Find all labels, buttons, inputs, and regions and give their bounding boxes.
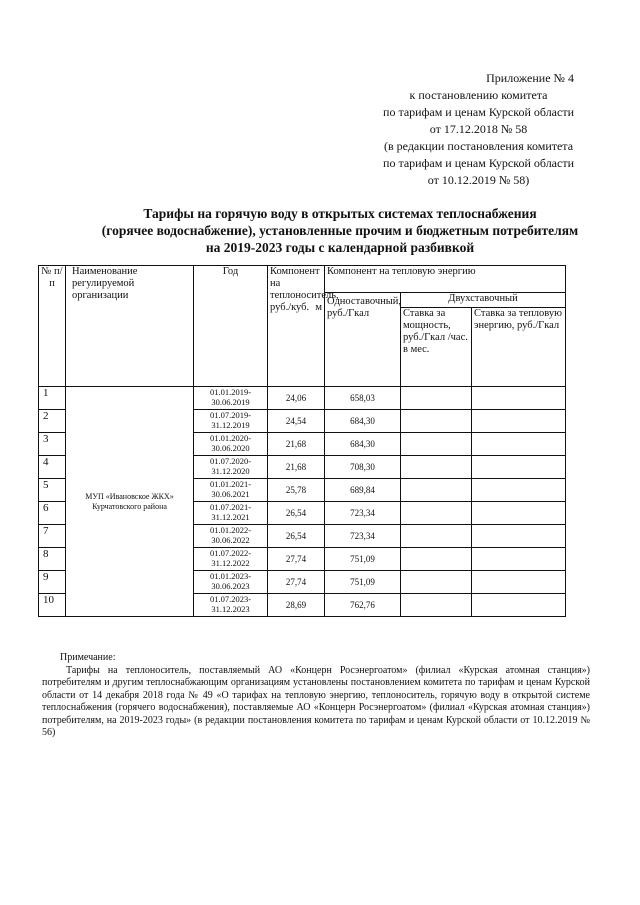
row-single-rate-value: 684,30 bbox=[325, 433, 401, 456]
appendix-header bbox=[383, 70, 574, 189]
row-carrier-value: 25,78 bbox=[268, 479, 325, 502]
row-carrier-value: 26,54 bbox=[268, 525, 325, 548]
row-capacity-rate-value bbox=[401, 410, 472, 433]
row-carrier-value: 24,54 bbox=[268, 410, 325, 433]
row-single-rate-value: 689,84 bbox=[325, 479, 401, 502]
title-line-1: Тарифы на горячую воду в открытых системах теплоснабжения bbox=[143, 206, 537, 221]
tariff-table bbox=[38, 265, 566, 617]
row-carrier-value: 21,68 bbox=[268, 456, 325, 479]
row-number: 2 bbox=[39, 410, 66, 433]
row-carrier-value: 26,54 bbox=[268, 502, 325, 525]
header-carrier-component: Компонент на теплоноситель, руб./куб. м bbox=[268, 266, 325, 387]
row-capacity-rate-value bbox=[401, 387, 472, 410]
row-number: 7 bbox=[39, 525, 66, 548]
row-energy-rate-value bbox=[472, 571, 566, 594]
header-two-rate: Двухставочный bbox=[401, 293, 566, 308]
row-number: 8 bbox=[39, 548, 66, 571]
header-year: Год bbox=[194, 266, 268, 387]
row-number: 4 bbox=[39, 456, 66, 479]
row-number: 5 bbox=[39, 479, 66, 502]
row-single-rate-value: 684,30 bbox=[325, 410, 401, 433]
row-period: 01.01.2022-30.06.2022 bbox=[194, 525, 268, 548]
row-energy-rate-value bbox=[472, 387, 566, 410]
appendix-line-7: от 10.12.2019 № 58) bbox=[427, 173, 530, 187]
row-single-rate-value: 708,30 bbox=[325, 456, 401, 479]
note-block bbox=[42, 652, 590, 740]
row-number: 6 bbox=[39, 502, 66, 525]
row-period: 01.07.2022-31.12.2022 bbox=[194, 548, 268, 571]
header-energy-rate: Ставка за тепловую энергию, руб./Гкал bbox=[472, 308, 566, 387]
row-period: 01.07.2020-31.12.2020 bbox=[194, 456, 268, 479]
row-number: 9 bbox=[39, 571, 66, 594]
header-num: № п/п bbox=[39, 266, 66, 387]
row-energy-rate-value bbox=[472, 456, 566, 479]
row-single-rate-value: 723,34 bbox=[325, 525, 401, 548]
row-capacity-rate-value bbox=[401, 502, 472, 525]
row-capacity-rate-value bbox=[401, 525, 472, 548]
appendix-line-6: по тарифам и ценам Курской области bbox=[383, 156, 574, 170]
row-energy-rate-value bbox=[472, 410, 566, 433]
row-carrier-value: 24,06 bbox=[268, 387, 325, 410]
row-number: 10 bbox=[39, 594, 66, 617]
appendix-line-4: от 17.12.2018 № 58 bbox=[429, 122, 528, 136]
row-period: 01.07.2019-31.12.2019 bbox=[194, 410, 268, 433]
appendix-line-3: по тарифам и ценам Курской области bbox=[383, 105, 574, 119]
row-single-rate-value: 751,09 bbox=[325, 571, 401, 594]
row-carrier-value: 28,69 bbox=[268, 594, 325, 617]
appendix-line-5: (в редакции постановления комитета bbox=[384, 139, 574, 153]
header-single-rate: Одноставочный, руб./Гкал bbox=[325, 293, 401, 387]
row-single-rate-value: 658,03 bbox=[325, 387, 401, 410]
appendix-line-1: Приложение № 4 bbox=[486, 71, 574, 85]
row-period: 01.07.2023-31.12.2023 bbox=[194, 594, 268, 617]
row-number: 1 bbox=[39, 387, 66, 410]
note-label: Примечание: bbox=[60, 652, 116, 663]
row-carrier-value: 21,68 bbox=[268, 433, 325, 456]
table-row bbox=[39, 387, 566, 410]
title-line-2: (горячее водоснабжение), установленные прочим и бюджетным потребителям bbox=[101, 223, 579, 238]
document-title bbox=[60, 205, 620, 256]
note-text: Тарифы на теплоноситель, поставляемый АО «Концерн Росэнергоатом» (филиал «Курская атомная станция») потребителям и другим теплоснабжающим организациям установлены постановлением комитета по тарифам и ценам Курской области от 14 декабря 2018 года № 49 «О тарифах на тепловую энергию, теплоноситель, горячую воду в открытой системе теплоснабжения (горячего водоснабжения), поставляемые АО «Концерн Росэнергоатом» (филиал «Курская атомная станция») потребителям, на 2019-2023 годы» (в редакции постановления комитета по тарифам и ценам Курской области от 10.12.2019 № 56) bbox=[42, 664, 590, 738]
header-organization: Наименование регулируемой организации bbox=[66, 266, 194, 387]
row-carrier-value: 27,74 bbox=[268, 571, 325, 594]
row-period: 01.01.2023-30.06.2023 bbox=[194, 571, 268, 594]
row-capacity-rate-value bbox=[401, 594, 472, 617]
row-energy-rate-value bbox=[472, 433, 566, 456]
header-energy-component: Компонент на тепловую энергию bbox=[325, 266, 566, 293]
row-energy-rate-value bbox=[472, 525, 566, 548]
row-capacity-rate-value bbox=[401, 479, 472, 502]
appendix-line-2: к постановлению комитета bbox=[409, 88, 548, 102]
row-period: 01.01.2020-30.06.2020 bbox=[194, 433, 268, 456]
row-capacity-rate-value bbox=[401, 571, 472, 594]
row-carrier-value: 27,74 bbox=[268, 548, 325, 571]
row-capacity-rate-value bbox=[401, 433, 472, 456]
row-number: 3 bbox=[39, 433, 66, 456]
row-capacity-rate-value bbox=[401, 548, 472, 571]
organization-name: МУП «Ивановское ЖКХ» Курчатовского района bbox=[66, 387, 194, 617]
row-energy-rate-value bbox=[472, 548, 566, 571]
row-single-rate-value: 751,09 bbox=[325, 548, 401, 571]
row-capacity-rate-value bbox=[401, 456, 472, 479]
row-single-rate-value: 762,76 bbox=[325, 594, 401, 617]
row-energy-rate-value bbox=[472, 594, 566, 617]
row-single-rate-value: 723,34 bbox=[325, 502, 401, 525]
row-energy-rate-value bbox=[472, 479, 566, 502]
row-period: 01.01.2021-30.06.2021 bbox=[194, 479, 268, 502]
row-period: 01.01.2019-30.06.2019 bbox=[194, 387, 268, 410]
row-period: 01.07.2021-31.12.2021 bbox=[194, 502, 268, 525]
header-capacity-rate: Ставка за мощность, руб./Гкал /час. в мес. bbox=[401, 308, 472, 387]
title-line-3: на 2019-2023 годы с календарной разбивкой bbox=[205, 240, 475, 255]
row-energy-rate-value bbox=[472, 502, 566, 525]
